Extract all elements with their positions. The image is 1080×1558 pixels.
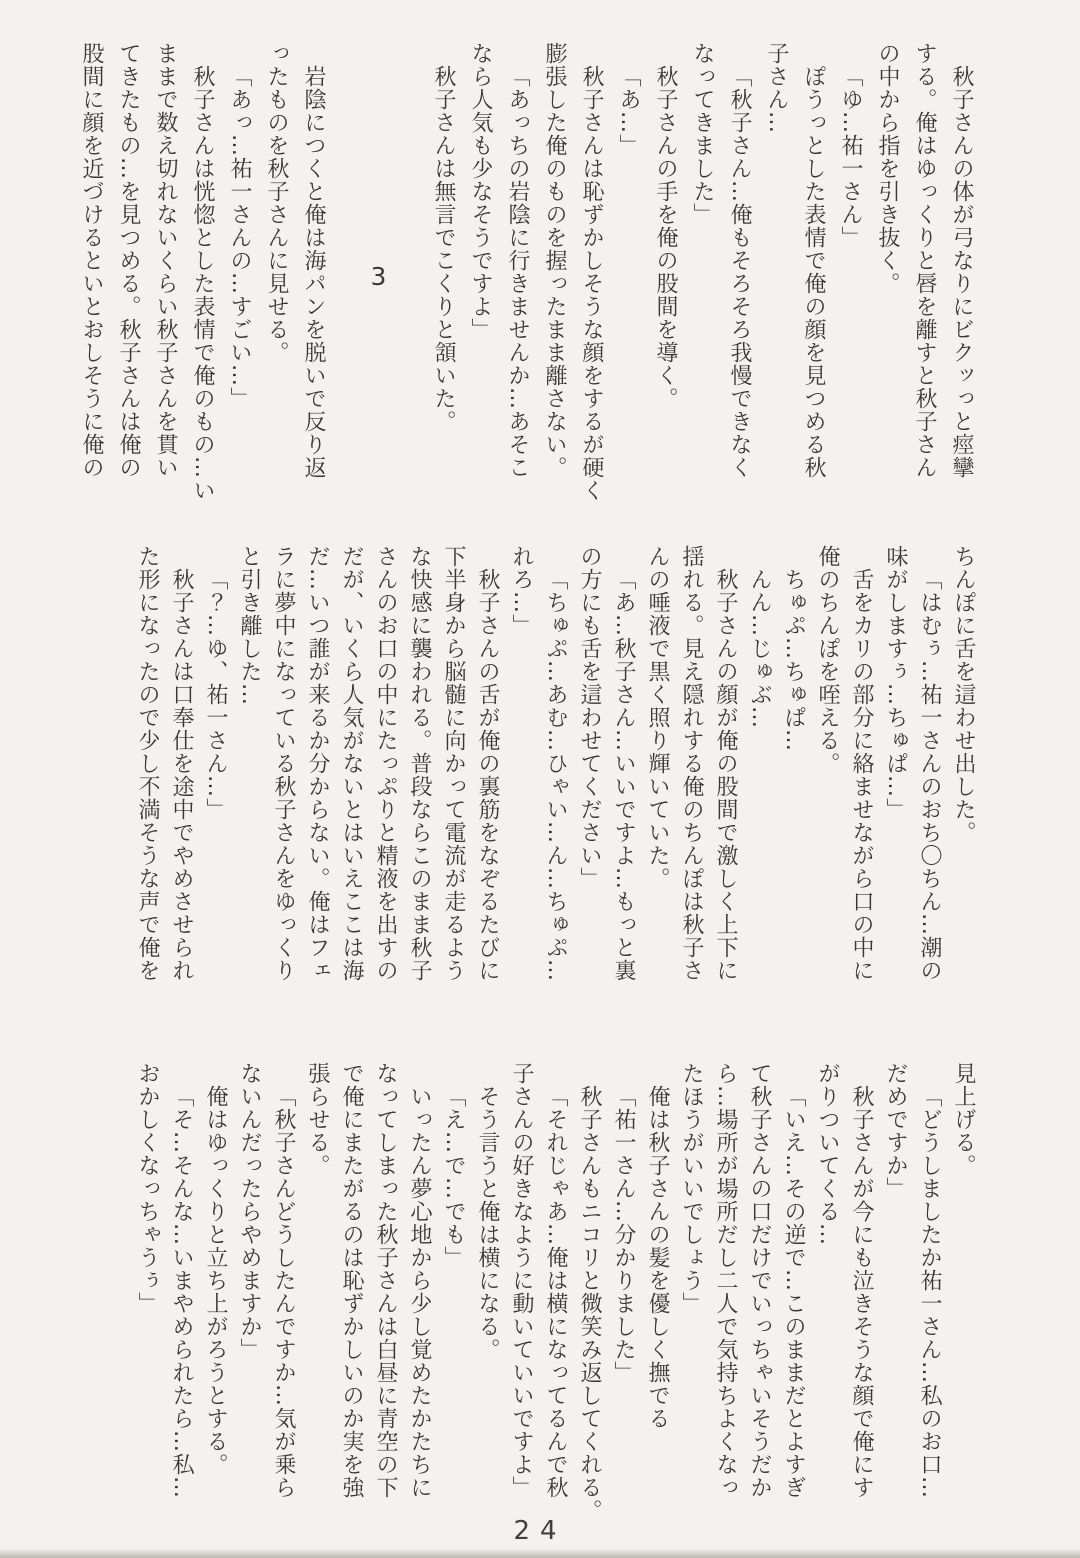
text-column: れろ…」 bbox=[509, 545, 534, 637]
text-column: てきたもの…を見つめる。秋子さんは俺の bbox=[116, 42, 141, 479]
text-column: 秋子さんは口奉仕を途中でやめさせられ bbox=[169, 568, 194, 982]
text-column: 「秋子さん…俺もそろそろ我慢できなく bbox=[727, 65, 752, 479]
text-column: おかしくなっちゃうぅ」 bbox=[135, 1062, 160, 1315]
text-column: 秋子さんの体が弓なりにビクッっと痙攣 bbox=[949, 65, 974, 479]
text-column: 「あ…秋子さん…いいですよ…もっと裏 bbox=[611, 568, 636, 982]
text-column: 岩陰につくと俺は海パンを脱いで反り返 bbox=[301, 65, 326, 479]
text-column: 秋子さんは恍惚とした表情で俺のもの…い bbox=[190, 65, 215, 502]
text-column: 「それじゃあ…俺は横になってるんで秋 bbox=[543, 1085, 568, 1499]
section-number: 3 bbox=[364, 261, 393, 291]
text-column: 股間に顔を近づけるといとおしそうに俺の bbox=[79, 42, 104, 479]
text-column: ちんぽに舌を這わせ出した。 bbox=[951, 545, 976, 844]
text-column: 俺のちんぽを咥える。 bbox=[815, 545, 840, 775]
text-column: 「あっちの岩陰に行きませんか…あそこ bbox=[505, 65, 530, 479]
text-column: ったものを秋子さんに見せる。 bbox=[264, 42, 289, 364]
text-column: 秋子さんは恥ずかしそうな顔をするが硬く bbox=[579, 65, 604, 502]
text-column: の中から指を引き抜く。 bbox=[875, 42, 900, 295]
text-column: で俺にまたがるのは恥ずかしいのか実を強 bbox=[339, 1062, 364, 1499]
text-column: 見上げる。 bbox=[951, 1062, 976, 1177]
text-column: んの唾液で黒く照り輝いていた。 bbox=[645, 545, 670, 890]
text-column: 俺はゆっくりと立ち上がろうとする。 bbox=[203, 1085, 228, 1476]
text-column: 「いえ…その逆で…このままだとよすぎ bbox=[781, 1085, 806, 1499]
text-column: の方にも舌を這わせてください」 bbox=[577, 545, 602, 890]
text-column: 秋子さんが今にも泣きそうな顔で俺にす bbox=[849, 1085, 874, 1499]
text-column: 秋子さんもニコリと微笑み返してくれる。 bbox=[577, 1085, 602, 1522]
text-column: なら人気も少なそうですよ」 bbox=[468, 42, 493, 341]
text-column: 下半身から脳髄に向かって電流が走るよう bbox=[441, 545, 466, 982]
text-column: ままで数え切れないくらい秋子さんを貫い bbox=[153, 42, 178, 479]
text-band-bottom bbox=[90, 1062, 980, 1522]
text-column: いったん夢心地から少し覚めたかたちに bbox=[407, 1085, 432, 1499]
text-column: 「あ…」 bbox=[616, 65, 641, 157]
text-column: て秋子さんの口だけでいっちゃいそうだか bbox=[747, 1062, 772, 1499]
text-column: 子さん… bbox=[764, 42, 789, 134]
text-column: 秋子さんの舌が俺の裏筋をなぞるたびに bbox=[475, 568, 500, 982]
text-column: 「あっ…祐一さんの…すごい…」 bbox=[227, 65, 252, 410]
text-column: と引き離した… bbox=[237, 545, 262, 706]
text-column: 「祐一さん…分かりました」 bbox=[611, 1085, 636, 1384]
text-column: 味がしますぅ…ちゅぱ…」 bbox=[883, 545, 908, 821]
text-column: 「どうしましたか祐一さん…私のお口… bbox=[917, 1085, 942, 1499]
text-column: んん…じゅぶ… bbox=[747, 568, 772, 729]
text-column: 揺れる。見え隠れする俺のちんぽは秋子さ bbox=[679, 545, 704, 982]
text-column: ラに夢中になっている秋子さんをゆっくり bbox=[271, 545, 296, 982]
text-column: 「そ…そんな…いまやめられたら…私… bbox=[169, 1085, 194, 1499]
text-column: だ…いつ誰が来るか分からない。俺はフェ bbox=[305, 545, 330, 982]
text-column: する。俺はゆっくりと唇を離すと秋子さん bbox=[912, 42, 937, 479]
text-column: ないんだったらやめますか」 bbox=[237, 1062, 262, 1361]
page-number: 24 bbox=[513, 1516, 567, 1546]
text-column: ちゅぷ…ちゅぱ… bbox=[781, 568, 806, 752]
text-column: だが、いくら人気がないとはいえここは海 bbox=[339, 545, 364, 982]
text-column: 「ゆ…祐一さん」 bbox=[838, 65, 863, 249]
text-column: た形になったので少し不満そうな声で俺を bbox=[135, 545, 160, 982]
text-column: ぽうっとした表情で俺の顔を見つめる秋 bbox=[801, 65, 826, 479]
text-column: だめですか」 bbox=[883, 1062, 908, 1200]
text-column: さんのお口の中にたっぷりと精液を出すの bbox=[373, 545, 398, 982]
text-column: 「はむぅ…祐一さんのおち〇ちん…潮の bbox=[917, 568, 942, 982]
text-column: 秋子さんの手を俺の股間を導く。 bbox=[653, 65, 678, 410]
text-column: 膨張した俺のものを握ったまま離さない。 bbox=[542, 42, 567, 479]
text-band-top bbox=[79, 42, 980, 510]
text-column: たほうがいいでしょう」 bbox=[679, 1062, 704, 1315]
text-column: 子さんの好きなように動いていいですよ」 bbox=[509, 1062, 534, 1499]
text-column: 「？…ゆ、祐一さん…」 bbox=[203, 568, 228, 821]
text-column: 「秋子さんどうしたんですか…気が乗ら bbox=[271, 1085, 296, 1499]
text-column: 張らせる。 bbox=[305, 1062, 330, 1177]
text-column: なってしまった秋子さんは白昼に青空の下 bbox=[373, 1062, 398, 1499]
text-column: そう言うと俺は横になる。 bbox=[475, 1085, 500, 1361]
text-column: 秋子さんの顔が俺の股間で激しく上下に bbox=[713, 568, 738, 982]
text-column: 「え…で…でも」 bbox=[441, 1085, 466, 1269]
text-column: がりついてくる… bbox=[815, 1062, 840, 1246]
text-column: なってきました」 bbox=[690, 42, 715, 226]
text-column: 舌をカリの部分に絡ませながら口の中に bbox=[849, 568, 874, 982]
text-column: ら…場所が場所だし二人で気持ちよくなっ bbox=[713, 1062, 738, 1499]
text-column: な快感に襲われる。普段ならこのまま秋子 bbox=[407, 545, 432, 982]
text-column: 「ちゅぷ…あむ…ひゃい…ん…ちゅぷ… bbox=[543, 568, 568, 982]
text-column: 俺は秋子さんの髪を優しく撫でる bbox=[645, 1085, 670, 1430]
text-column: 秋子さんは無言でこくりと頷いた。 bbox=[431, 65, 456, 433]
text-band-middle bbox=[90, 545, 980, 1013]
